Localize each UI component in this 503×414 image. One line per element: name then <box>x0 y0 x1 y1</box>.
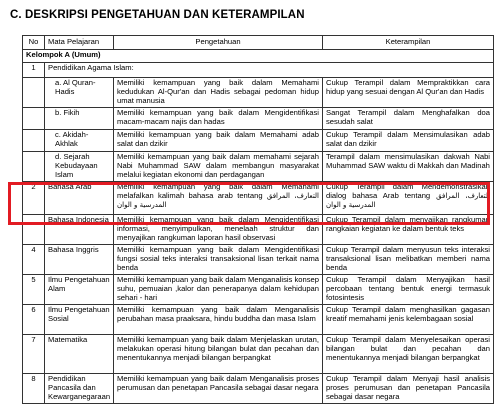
row-knowledge: Memiliki kemampuan yang baik dalam Mengidentifikasi informasi, menyimpulkan, menelaah struktur dan menyajikan rangkuman laporan hasil observasi <box>114 214 323 244</box>
skill-arabic-text: التعارف، المرافق المدرسية و الوان <box>326 191 491 209</box>
row-skill: Sangat Terampil dalam Menghafalkan doa sesudah salat <box>323 107 494 129</box>
row-no: 8 <box>23 373 45 403</box>
row-knowledge: Memiliki kemampuan yang baik dalam Menganalisis perubahan masa praaksara, hindu buddha dan masa Islam <box>114 304 323 334</box>
row-subject: Ilmu Pengetahuan Alam <box>45 274 114 304</box>
table-row <box>23 334 494 373</box>
group-row <box>23 49 494 62</box>
row-subject: Bahasa Arab <box>45 181 114 214</box>
table-row <box>23 77 494 107</box>
table-row-highlighted <box>23 181 494 214</box>
row-no: 7 <box>23 334 45 373</box>
row-subject: b. Fikih <box>45 107 114 129</box>
row-subject: a. Al Quran-Hadis <box>45 77 114 107</box>
row-skill: Cukup Terampil dalam Mempraktikkan cara hidup yang sesuai dengan Al Qur'an dan Hadis <box>323 77 494 107</box>
row-skill: Terampil dalam mensimulasikan dakwah Nabi Muhammad SAW waktu di Makkah dan Madinah <box>323 151 494 181</box>
knowledge-arabic-text: التعارف، المرافق المدرسية و الوان <box>117 191 320 209</box>
row-skill: Cukup Terampil dalam menghasilkan gagasan kreatif memahami jenis kelembagaan sosial <box>323 304 494 334</box>
row-no: 5 <box>23 274 45 304</box>
section-title: C. DESKRIPSI PENGETAHUAN DAN KETERAMPILAN <box>10 9 305 21</box>
row-knowledge <box>114 181 323 214</box>
row-no: 4 <box>23 244 45 274</box>
header-subject: Mata Pelajaran <box>45 36 114 50</box>
table-row <box>23 62 494 77</box>
row-no <box>23 214 45 244</box>
row-knowledge: Memiliki kemampuan yang baik dalam Memahami kedudukan Al-Qur'an dan Hadis sebagai pedoman hidup umat manusia <box>114 77 323 107</box>
table-row <box>23 373 494 403</box>
knowledge-text: Memiliki kemampuan yang baik dalam Memahami melafalkan kalimah bahasa arab tentang <box>117 181 319 200</box>
row-subject: d. Sejarah Kebudayaan Islam <box>45 151 114 181</box>
row-subject: c. Akidah-Akhlak <box>45 129 114 151</box>
row-skill: Cukup Terampil dalam menyusun teks interaksi transaksional lisan melibatkan memberi nama benda <box>323 244 494 274</box>
row-knowledge: Memiliki kemampuan yang baik dalam Memahami adab salat dan dzikir <box>114 129 323 151</box>
table-row <box>23 304 494 334</box>
row-skill <box>323 181 494 214</box>
row-subject: Bahasa Indonesia <box>45 214 114 244</box>
row-knowledge: Memiliki kemampuan yang baik dalam Mengidentifikasi macam-macam najis dan hadas <box>114 107 323 129</box>
row-no: 1 <box>23 62 45 77</box>
table-row <box>23 107 494 129</box>
row-subject: Bahasa Inggris <box>45 244 114 274</box>
table-row <box>23 214 494 244</box>
row-knowledge: Memiliki kemampuan yang baik dalam Menganalisis konsep suhu, pemuaian ,kalor dan penerapanya dalam kehidupan sehari - hari <box>114 274 323 304</box>
row-skill: Cukup Terampil dalam Menyelesaikan operasi bilangan bulat dan pecahan dan menentukannya menjadi bilangan berpangkat <box>323 334 494 373</box>
header-knowledge: Pengetahuan <box>114 36 323 50</box>
knowledge-skills-table <box>22 35 494 404</box>
group-label: Kelompok A (Umum) <box>23 49 494 62</box>
table-row <box>23 274 494 304</box>
row-skill: Cukup Terampil dalam Mensimulasikan adab salat dan dzikir <box>323 129 494 151</box>
header-skill: Keterampilan <box>323 36 494 50</box>
row-skill: Cukup Terampil dalam Menyaji hasil analisis proses perumusan dan penetapan Pancasila sebagai dasar negara <box>323 373 494 403</box>
row-skill: Cukup Terampil dalam Menyajikan hasil percobaan tentang bentuk energi termasuk fotosintesis <box>323 274 494 304</box>
row-knowledge: Memiliki kemampuan yang baik dalam Menganalisis proses perumusan dan penetapan Pancasila sebagai dasar negara <box>114 373 323 403</box>
table-header-row <box>23 36 494 50</box>
table-row <box>23 244 494 274</box>
skill-text: Cukup Terampil dalam Mendemonstrasikan dialog bahasa Arab tentang <box>326 181 490 200</box>
table-row <box>23 151 494 181</box>
row-subject: Pendidikan Agama Islam: <box>45 62 494 77</box>
table-row <box>23 129 494 151</box>
row-subject: Pendidikan Pancasila dan Kewarganegaraan <box>45 373 114 403</box>
row-knowledge: Memiliki kemampuan yang baik dalam Menjelaskan urutan, melakukan operasi hitung bilangan bulat dan pecahan dan menentukannya menjadi bilangan berpangkat <box>114 334 323 373</box>
row-skill: Cukup Terampil dalam menyajikan rangkuman rangkaian kegiatan ke dalam bentuk teks <box>323 214 494 244</box>
row-subject: Ilmu Pengetahuan Sosial <box>45 304 114 334</box>
row-no: 2 <box>23 181 45 214</box>
row-knowledge: Memiliki kemampuan yang baik dalam memahami sejarah Nabi Muhammad SAW dalam membangun masyarakat melalui kegiatan ekonomi dan perdagangan <box>114 151 323 181</box>
row-knowledge: Memiliki kemampuan yang baik dalam Mengidentifikasi fungsi sosial teks interaksi transaksional lisan terkait nama benda <box>114 244 323 274</box>
row-no: 6 <box>23 304 45 334</box>
row-subject: Matematika <box>45 334 114 373</box>
header-no: No <box>23 36 45 50</box>
